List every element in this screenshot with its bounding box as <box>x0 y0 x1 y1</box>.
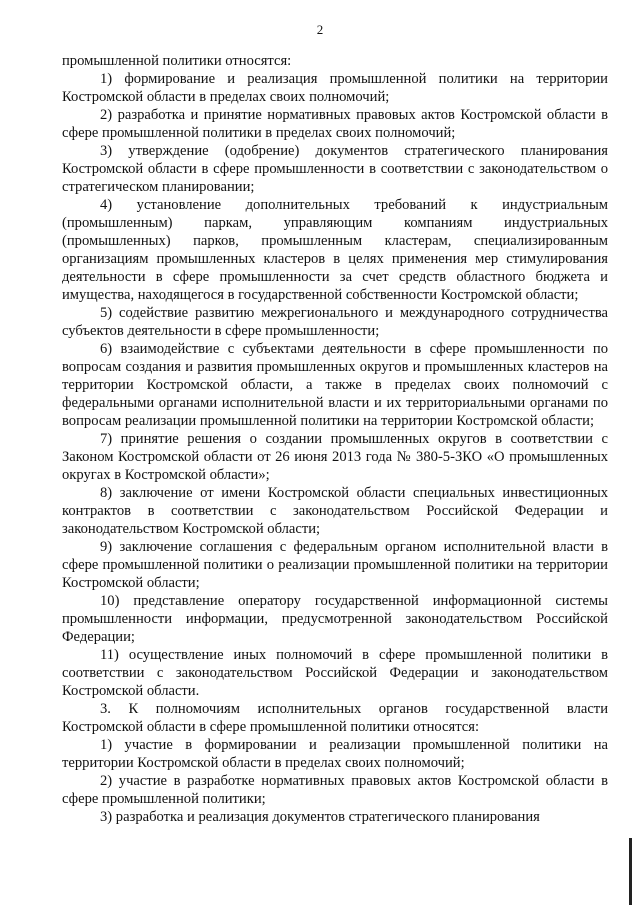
paragraph-item-5: 5) содействие развитию межрегионального и международного сотрудничества субъектов деятельности в сфере промышленности; <box>62 305 608 339</box>
paragraph-item-1: 1) формирование и реализация промышленной политики на территории Костромской области в пределах своих полномочий; <box>62 71 608 105</box>
paragraph-section-3-item-3: 3) разработка и реализация документов стратегического планирования <box>100 809 540 825</box>
paragraph-item-8: 8) заключение от имени Костромской области специальных инвестиционных контрактов в соответствии с законодательством Российской Федерации и законодательством Костромской области; <box>62 485 608 537</box>
paragraph-item-11: 11) осуществление иных полномочий в сфере промышленной политики в соответствии с законодательством Российской Федерации и законодательством Костромской области. <box>62 647 608 699</box>
paragraph-item-4: 4) установление дополнительных требований к индустриальным (промышленным) паркам, управляющим компаниям индустриальных (промышленных) парков, промышленным кластерам, специализированным организациям промышленных кластеров в целях применения мер стимулирования деятельности в сфере промышленности за счет средств областного бюджета и имущества, находящегося в государственной собственности Костромской области; <box>62 197 608 303</box>
paragraph-section-3-item-1: 1) участие в формировании и реализации промышленной политики на территории Костромской области в пределах своих полномочий; <box>62 737 608 771</box>
paragraph-section-3: 3. К полномочиям исполнительных органов государственной власти Костромской области в сфере промышленной политики относятся: <box>62 701 608 735</box>
paragraph-item-2: 2) разработка и принятие нормативных правовых актов Костромской области в сфере промышленной политики в пределах своих полномочий; <box>62 107 608 141</box>
paragraph-item-7: 7) принятие решения о создании промышленных округов в соответствии с Законом Костромской области от 26 июня 2013 года № 380-5-ЗКО «О промышленных округах в Костромской области»; <box>62 431 608 483</box>
paragraph-item-6: 6) взаимодействие с субъектами деятельности в сфере промышленности по вопросам создания и развития промышленных округов и промышленных кластеров на территории Костромской области, а также в пределах своих полномочий с федеральными органами исполнительной власти и их территориальными органами по вопросам реализации промышленной политики на территории Костромской области; <box>62 341 608 429</box>
scan-edge-mark <box>629 838 632 905</box>
page-number: 2 <box>316 22 324 37</box>
paragraph-item-3: 3) утверждение (одобрение) документов стратегического планирования Костромской области в сфере промышленности в соответствии с законодательством о стратегическом планировании; <box>62 143 608 195</box>
paragraph-item-9: 9) заключение соглашения с федеральным органом исполнительной власти в сфере промышленной политики о реализации промышленной политики на территории Костромской области; <box>62 539 608 591</box>
paragraph-intro: промышленной политики относятся: <box>62 53 292 69</box>
paragraph-section-3-item-2: 2) участие в разработке нормативных правовых актов Костромской области в сфере промышленной политики; <box>62 773 608 807</box>
paragraph-item-10: 10) представление оператору государственной информационной системы промышленности информации, предусмотренной законодательством Российской Федерации; <box>62 593 608 645</box>
document-body <box>62 52 608 826</box>
